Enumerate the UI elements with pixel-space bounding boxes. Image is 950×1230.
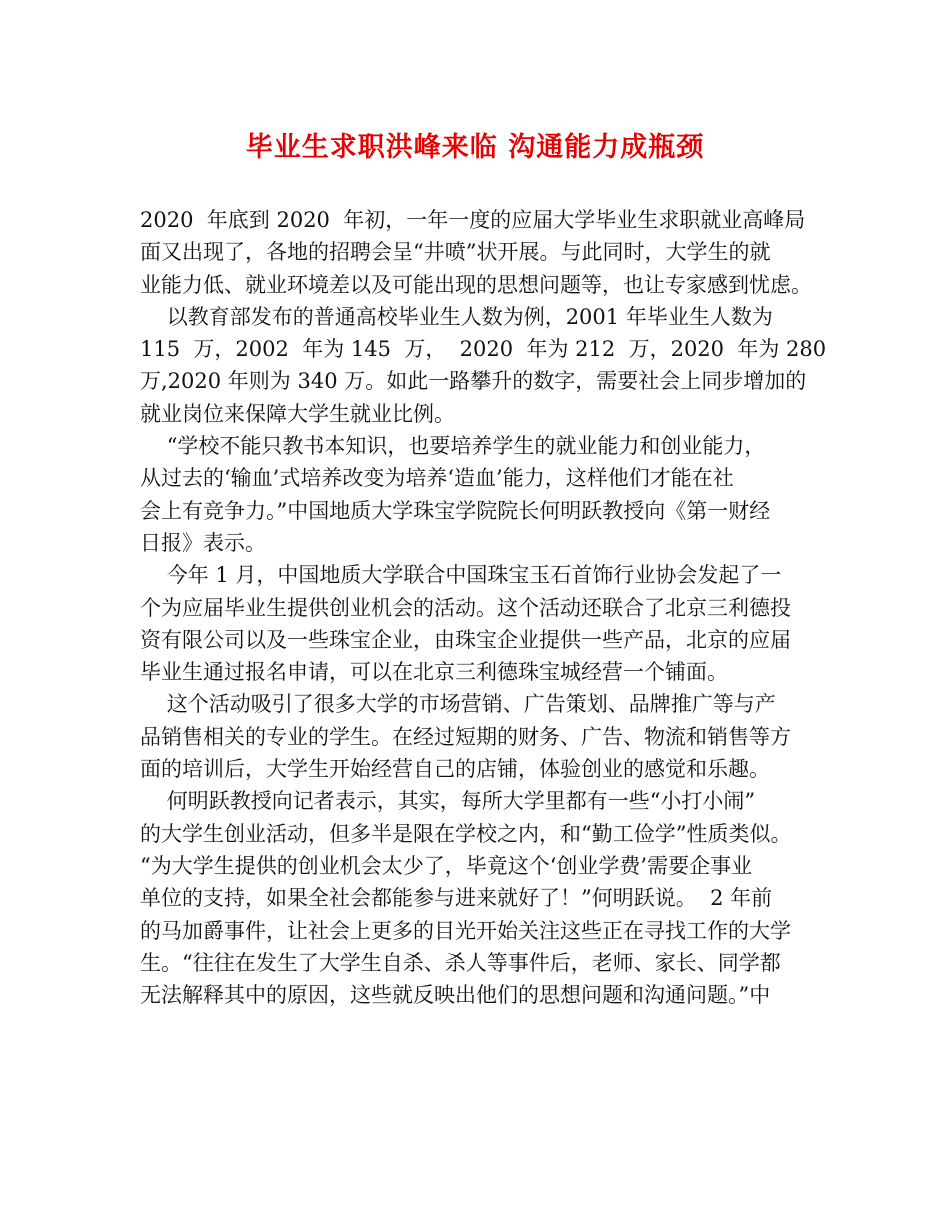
paragraph	[140, 785, 816, 1011]
text-line: 万,2020 年则为 340 万。如此一路攀升的数字，需要社会上同步增加的	[140, 369, 807, 394]
text-line: 的大学生创业活动，但多半是限在学校之内，和“勤工俭学”性质类似。	[140, 821, 792, 846]
text-line: “学校不能只教书本知识，也要培养学生的就业能力和创业能力，	[140, 434, 766, 459]
paragraph	[140, 204, 816, 301]
text-line: 的马加爵事件，让社会上更多的目光开始关注这些正在寻找工作的大学	[140, 918, 791, 943]
text-line: 单位的支持，如果全社会都能参与进来就好了！”何明跃说。 2 年前	[140, 886, 773, 911]
text-line: 何明跃教授向记者表示，其实，每所大学里都有一些“小打小闹”	[140, 789, 756, 814]
document-title: 毕业生求职洪峰来临 沟通能力成瓶颈	[245, 132, 705, 163]
paragraph	[140, 688, 816, 785]
text-line: 面又出现了，各地的招聘会呈“井喷”状开展。与此同时，大学生的就	[140, 240, 771, 265]
text-line: 以教育部发布的普通高校毕业生人数为例，2001 年毕业生人数为	[140, 304, 773, 329]
text-line: 毕业生通过报名申请，可以在北京三利德珠宝城经营一个铺面。	[140, 660, 728, 685]
paragraph	[140, 301, 827, 430]
text-line: 面的培训后，大学生开始经营自己的店铺，体验创业的感觉和乐趣。	[140, 757, 770, 782]
paragraph	[140, 559, 816, 688]
text-line: 无法解释其中的原因，这些就反映出他们的思想问题和沟通问题。”中	[140, 983, 771, 1008]
text-line: 115 万，2002 年为 145 万， 2020 年为 212 万，2020 年为 280	[140, 337, 827, 362]
text-line: 会上有竞争力。”中国地质大学珠宝学院院长何明跃教授向《第一财经	[140, 498, 771, 523]
text-line: 资有限公司以及一些珠宝企业，由珠宝企业提供一些产品，北京的应届	[140, 627, 791, 652]
text-line: 今年 1 月，中国地质大学联合中国珠宝玉石首饰行业协会发起了一	[140, 563, 782, 588]
text-line: 2020 年底到 2020 年初，一年一度的应届大学毕业生求职就业高峰局	[140, 208, 806, 232]
text-line: 个为应届毕业生提供创业机会的活动。这个活动还联合了北京三利德投	[140, 595, 791, 620]
document-body	[140, 204, 827, 1011]
text-line: 日报》表示。	[140, 530, 266, 555]
text-line: 这个活动吸引了很多大学的市场营销、广告策划、品牌推广等与产	[140, 692, 776, 717]
text-line: 从过去的‘输血’式培养改变为培养‘造血’能力，这样他们才能在社	[140, 466, 734, 491]
paragraph	[140, 430, 816, 559]
text-line: 生。“往往在发生了大学生自杀、杀人等事件后，老师、家长、同学都	[140, 950, 781, 975]
text-line: 品销售相关的专业的学生。在经过短期的财务、广告、物流和销售等方	[140, 724, 791, 749]
text-line: 就业岗位来保障大学生就业比例。	[140, 401, 455, 426]
text-line: 业能力低、就业环境差以及可能出现的思想问题等，也让专家感到忧虑。	[140, 272, 812, 297]
text-line: “为大学生提供的创业机会太少了，毕竟这个‘创业学费’需要企事业	[140, 853, 753, 878]
